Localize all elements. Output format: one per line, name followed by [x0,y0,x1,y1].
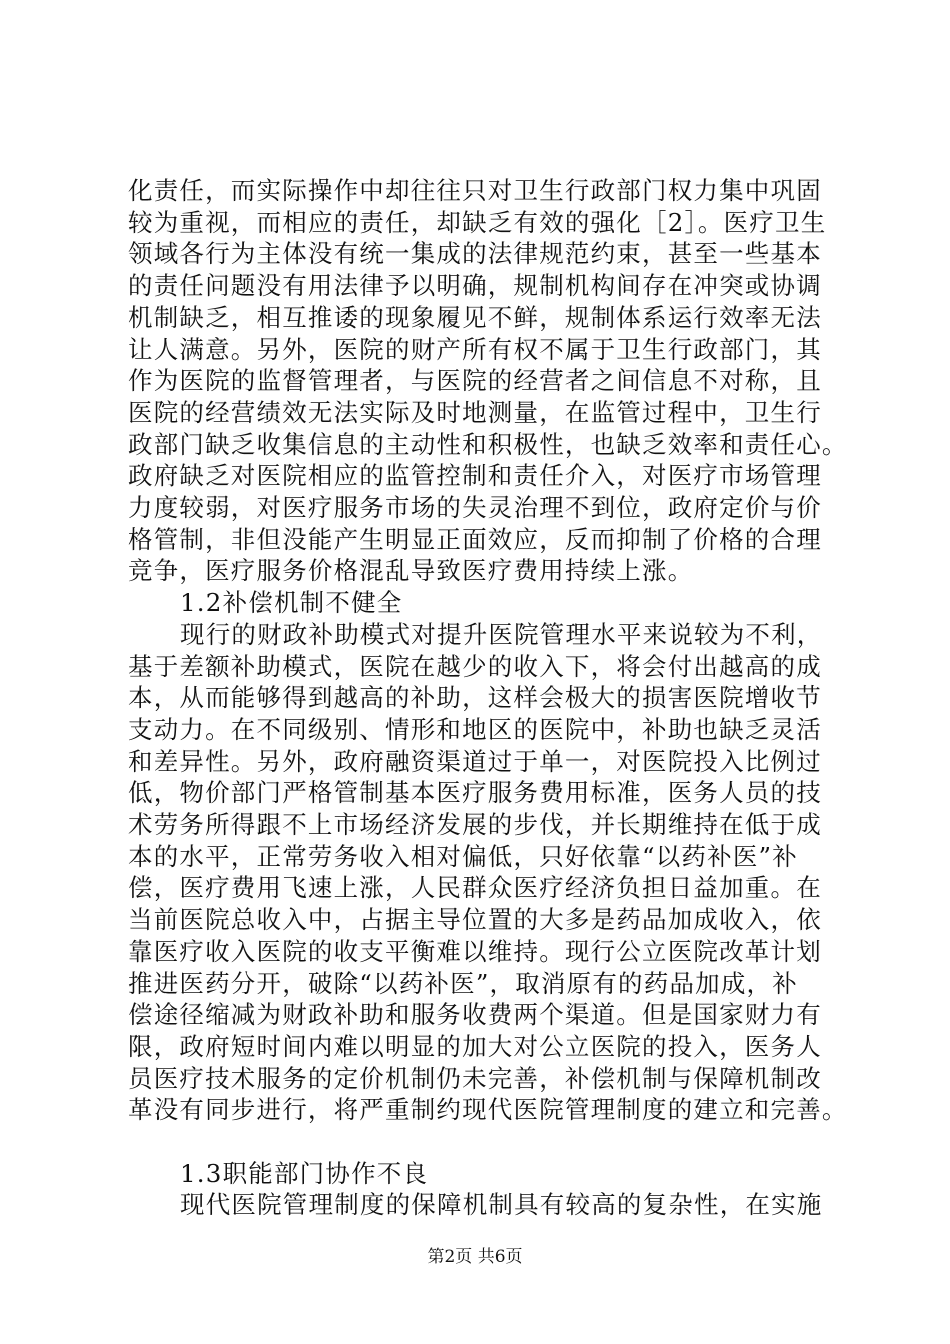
text-line: 化责任，而实际操作中却往往只对卫生行政部门权力集中巩固 [128,176,822,205]
text-line: 竞争，医疗服务价格混乱导致医疗费用持续上涨。 [128,556,694,586]
text-line: 基于差额补助模式，医院在越少的收入下，将会付出越高的成 [128,651,822,681]
text-line: 领域各行为主体没有统一集成的法律规范约束，甚至一些基本 [128,239,822,269]
text-line: 力度较弱，对医疗服务市场的失灵治理不到位，政府定价与价 [128,493,822,522]
text-line: 本，从而能够得到越高的补助，这样会极大的损害医院增收节 [128,683,822,713]
text-line: 当前医院总收入中，占据主导位置的大多是药品加成收入，依 [128,905,822,935]
text-line: 较为重视，而相应的责任，却缺乏有效的强化［2］。医疗卫生 [128,207,827,237]
text-line: 格管制，非但没能产生明显正面效应，反而抑制了价格的合理 [128,524,822,554]
text-line: 政府缺乏对医院相应的监管控制和责任介入，对医疗市场管理 [128,461,822,491]
text-line: 限，政府短时间内难以明显的加大对公立医院的投入，医务人 [128,1031,822,1061]
text-line: 政部门缺乏收集信息的主动性和积极性，也缺乏效率和责任心。 [128,429,848,459]
text-line: 偿途径缩减为财政补助和服务收费两个渠道。但是国家财力有 [128,1000,822,1030]
page-number-footer: 第2页 共6页 [427,1247,523,1267]
text-line: 让人满意。另外，医院的财产所有权不属于卫生行政部门，其 [128,334,822,364]
text-line: 支动力。在不同级别、情形和地区的医院中，补助也缺乏灵活 [128,714,822,744]
text-line: 医院的经营绩效无法实际及时地测量，在监管过程中，卫生行 [128,397,822,427]
text-line: 现代医院管理制度的保障机制具有较高的复杂性，在实施 [180,1190,823,1220]
text-line: 革没有同步进行，将严重制约现代医院管理制度的建立和完善。 [128,1095,848,1125]
text-line: 偿，医疗费用飞速上涨，人民群众医疗经济负担日益加重。在 [128,873,822,903]
section-heading-1-2: 1.2补偿机制不健全 [180,588,403,618]
text-line: 员医疗技术服务的定价机制仍未完善，补偿机制与保障机制改 [128,1063,822,1093]
text-line: 本的水平，正常劳务收入相对偏低，只好依靠“以药补医”补 [128,841,798,871]
text-line: 推进医药分开，破除“以药补医”，取消原有的药品加成，补 [128,968,798,998]
text-line: 术劳务所得跟不上市场经济发展的步伐，并长期维持在低于成 [128,810,822,839]
text-line: 低，物价部门严格管制基本医疗服务费用标准，医务人员的技 [128,778,822,808]
text-line: 机制缺乏，相互推诿的现象履见不鲜，规制体系运行效率无法 [128,302,822,332]
text-line: 作为医院的监督管理者，与医院的经营者之间信息不对称，且 [128,366,822,396]
text-line: 的责任问题没有用法律予以明确，规制机构间存在冲突或协调 [128,271,822,301]
text-line: 现行的财政补助模式对提升医院管理水平来说较为不利， [180,619,823,649]
text-line: 和差异性。另外，政府融资渠道过于单一，对医院投入比例过 [128,746,822,776]
text-line: 靠医疗收入医院的收支平衡难以维持。现行公立医院改革计划 [128,936,822,966]
section-heading-1-3: 1.3职能部门协作不良 [180,1158,429,1188]
